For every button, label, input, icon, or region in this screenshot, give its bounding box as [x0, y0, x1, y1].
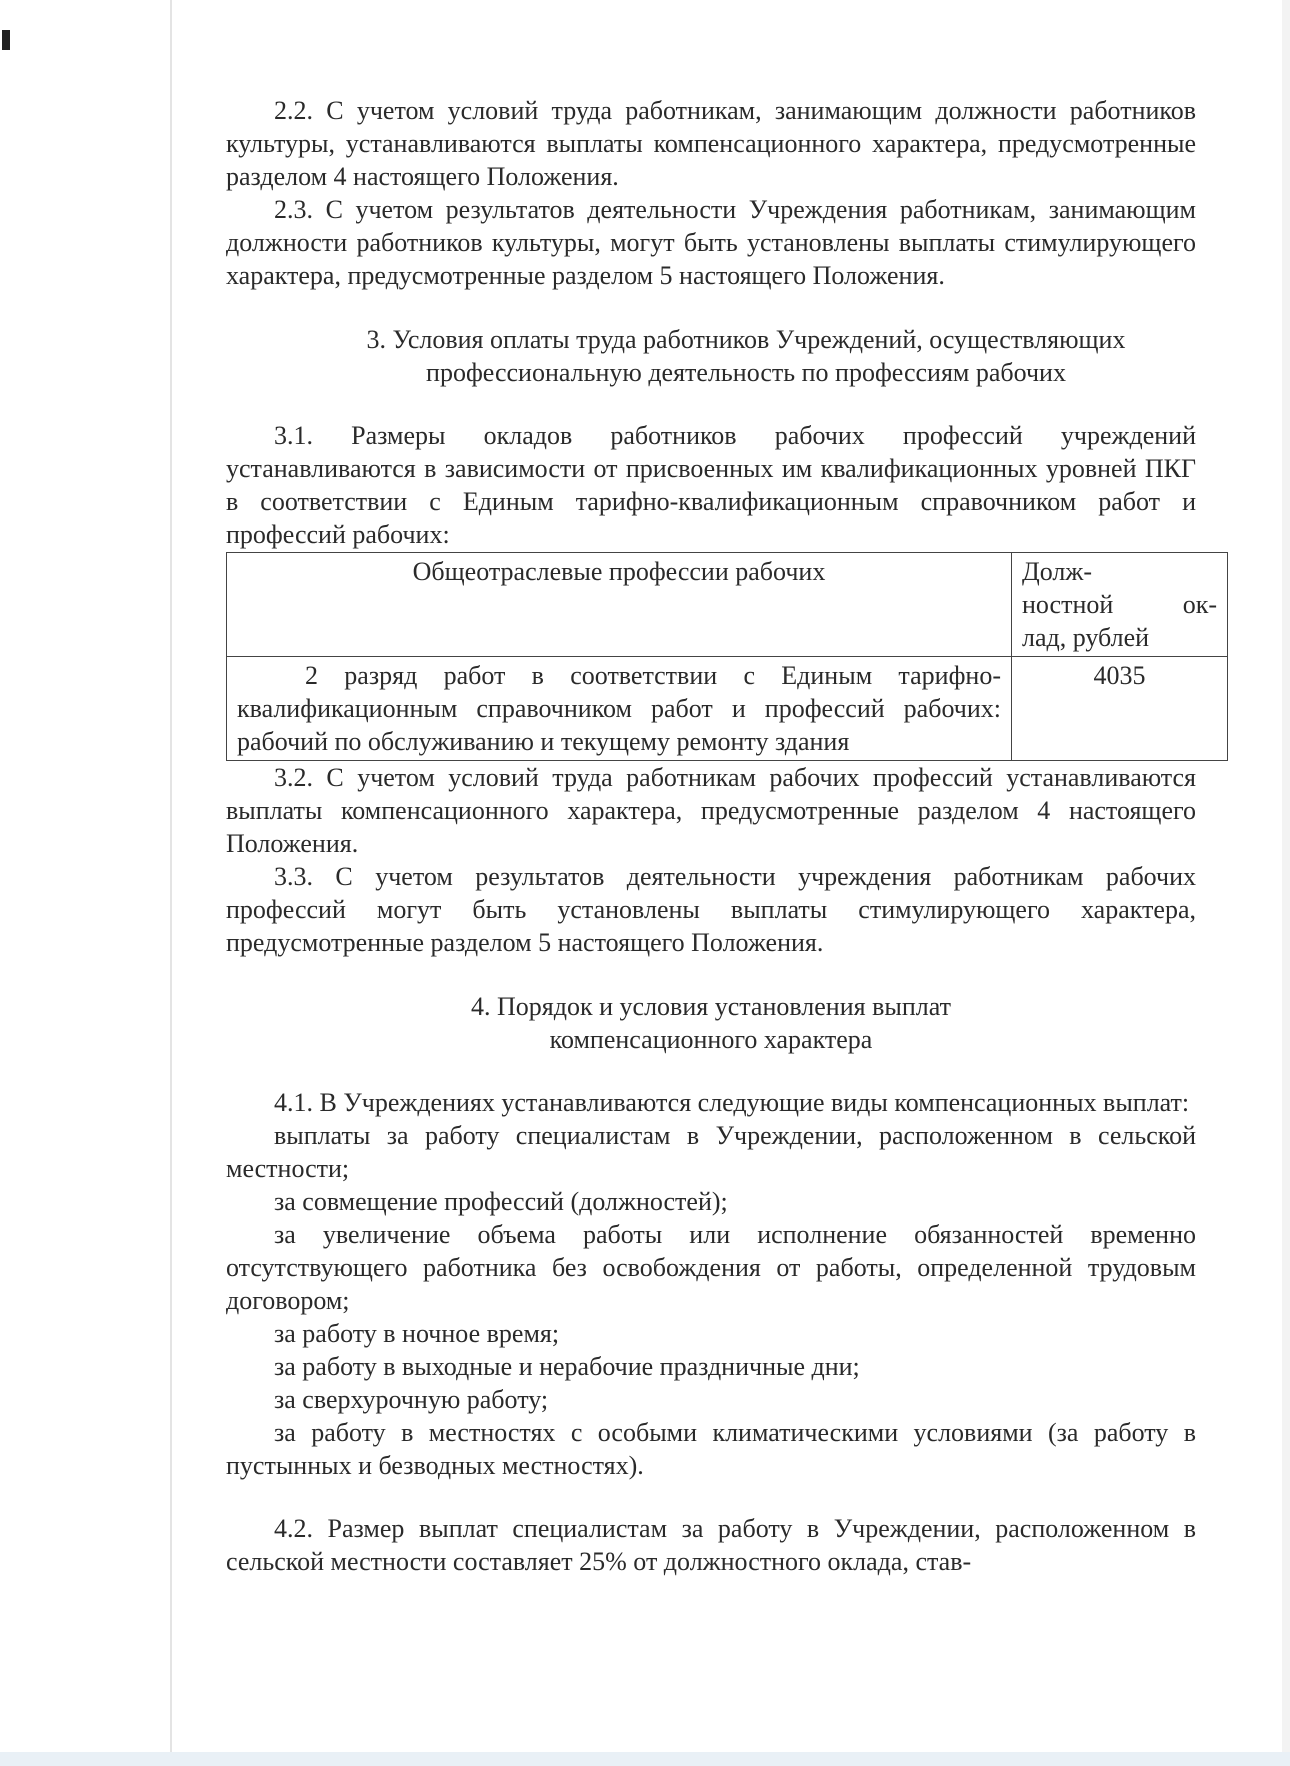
table-header-salary-line1: Долж- — [1022, 557, 1092, 586]
paragraph-2-3: 2.3. С учетом результатов деятельности Учреждения работникам, занимающим должности работников культуры, могут быть установлены выплаты стимулирующего характера, предусмотренные разделом 5 настоящего Положения. — [226, 195, 1196, 290]
table-header-professions: Общеотраслевые профессии рабочих — [227, 553, 1012, 657]
list-item: выплаты за работу специалистам в Учреждении, расположенном в сельской местности; — [226, 1121, 1196, 1183]
table-header-salary-line2 — [1022, 588, 1217, 621]
table-cell-salary: 4035 — [1012, 657, 1228, 761]
section-4-heading-line2: компенсационного характера — [549, 1025, 873, 1054]
list-item: за работу в ночное время; — [274, 1319, 560, 1348]
scan-mark — [2, 30, 10, 50]
table-header-salary-line2-text: ностной ок- — [1022, 590, 1217, 619]
section-4-heading — [226, 990, 1196, 1056]
paragraph-4-1: 4.1. В Учреждениях устанавливаются следующие виды компенсационных выплат: — [274, 1088, 1190, 1117]
section-4-heading-line1: 4. Порядок и условия установления выплат — [471, 992, 951, 1021]
table-row — [227, 657, 1228, 761]
paragraph-2-2: 2.2. С учетом условий труда работникам, занимающим должности работников культуры, устанавливаются выплаты компенсационного характера, предусмотренные разделом 4 настоящего Положения. — [226, 96, 1196, 191]
paragraph-3-2: 3.2. С учетом условий труда работникам рабочих профессий устанавливаются выплаты компенсационного характера, предусмотренные разделом 4 настоящего Положения. — [226, 763, 1196, 858]
table-header-row — [227, 553, 1228, 657]
section-3-heading — [226, 323, 1196, 389]
list-item: за работу в местностях с особыми климатическими условиями (за работу в пустынных и безводных местностях). — [226, 1418, 1196, 1480]
list-item: за сверхурочную работу; — [274, 1385, 549, 1414]
table-header-salary — [1012, 553, 1228, 657]
salary-table — [226, 552, 1228, 761]
table-header-salary-line3: лад, рублей — [1022, 623, 1150, 652]
paragraph-3-3: 3.3. С учетом результатов деятельности учреждения работникам рабочих профессий могут быть установлены выплаты стимулирующего характера, предусмотренные разделом 5 настоящего Положения. — [226, 862, 1196, 957]
page-right-edge — [1282, 0, 1290, 1766]
section-3-heading-line1: 3. Условия оплаты труда работников Учреждений, осуществляющих — [366, 325, 1126, 354]
document-body — [226, 94, 1217, 1578]
table-cell-description: 2 разряд работ в соответствии с Единым тарифно-квалификационным справочником работ и профессий рабочих: рабочий по обслуживанию и текущему ремонту здания — [227, 657, 1012, 761]
scan-bottom-edge — [0, 1752, 1290, 1766]
scan-left-edge — [0, 0, 12, 1766]
list-item: за увеличение объема работы или исполнение обязанностей временно отсутствующего работника без освобождения от работы, определенной трудовым договором; — [226, 1220, 1196, 1315]
list-item: за работу в выходные и нерабочие праздничные дни; — [274, 1352, 860, 1381]
list-item: за совмещение профессий (должностей); — [274, 1187, 728, 1216]
paragraph-4-2: 4.2. Размер выплат специалистам за работу в Учреждении, расположенном в сельской местности составляет 25% от должностного оклада, став- — [226, 1514, 1196, 1576]
page-fold-line — [170, 0, 172, 1766]
paragraph-3-1: 3.1. Размеры окладов работников рабочих профессий учреждений устанавливаются в зависимости от присвоенных им квалификационных уровней ПКГ в соответствии с Единым тарифно-квалификационным справочником работ и профессий рабочих: — [226, 421, 1196, 549]
section-3-heading-line2: профессиональную деятельность по профессиям рабочих — [426, 358, 1066, 387]
